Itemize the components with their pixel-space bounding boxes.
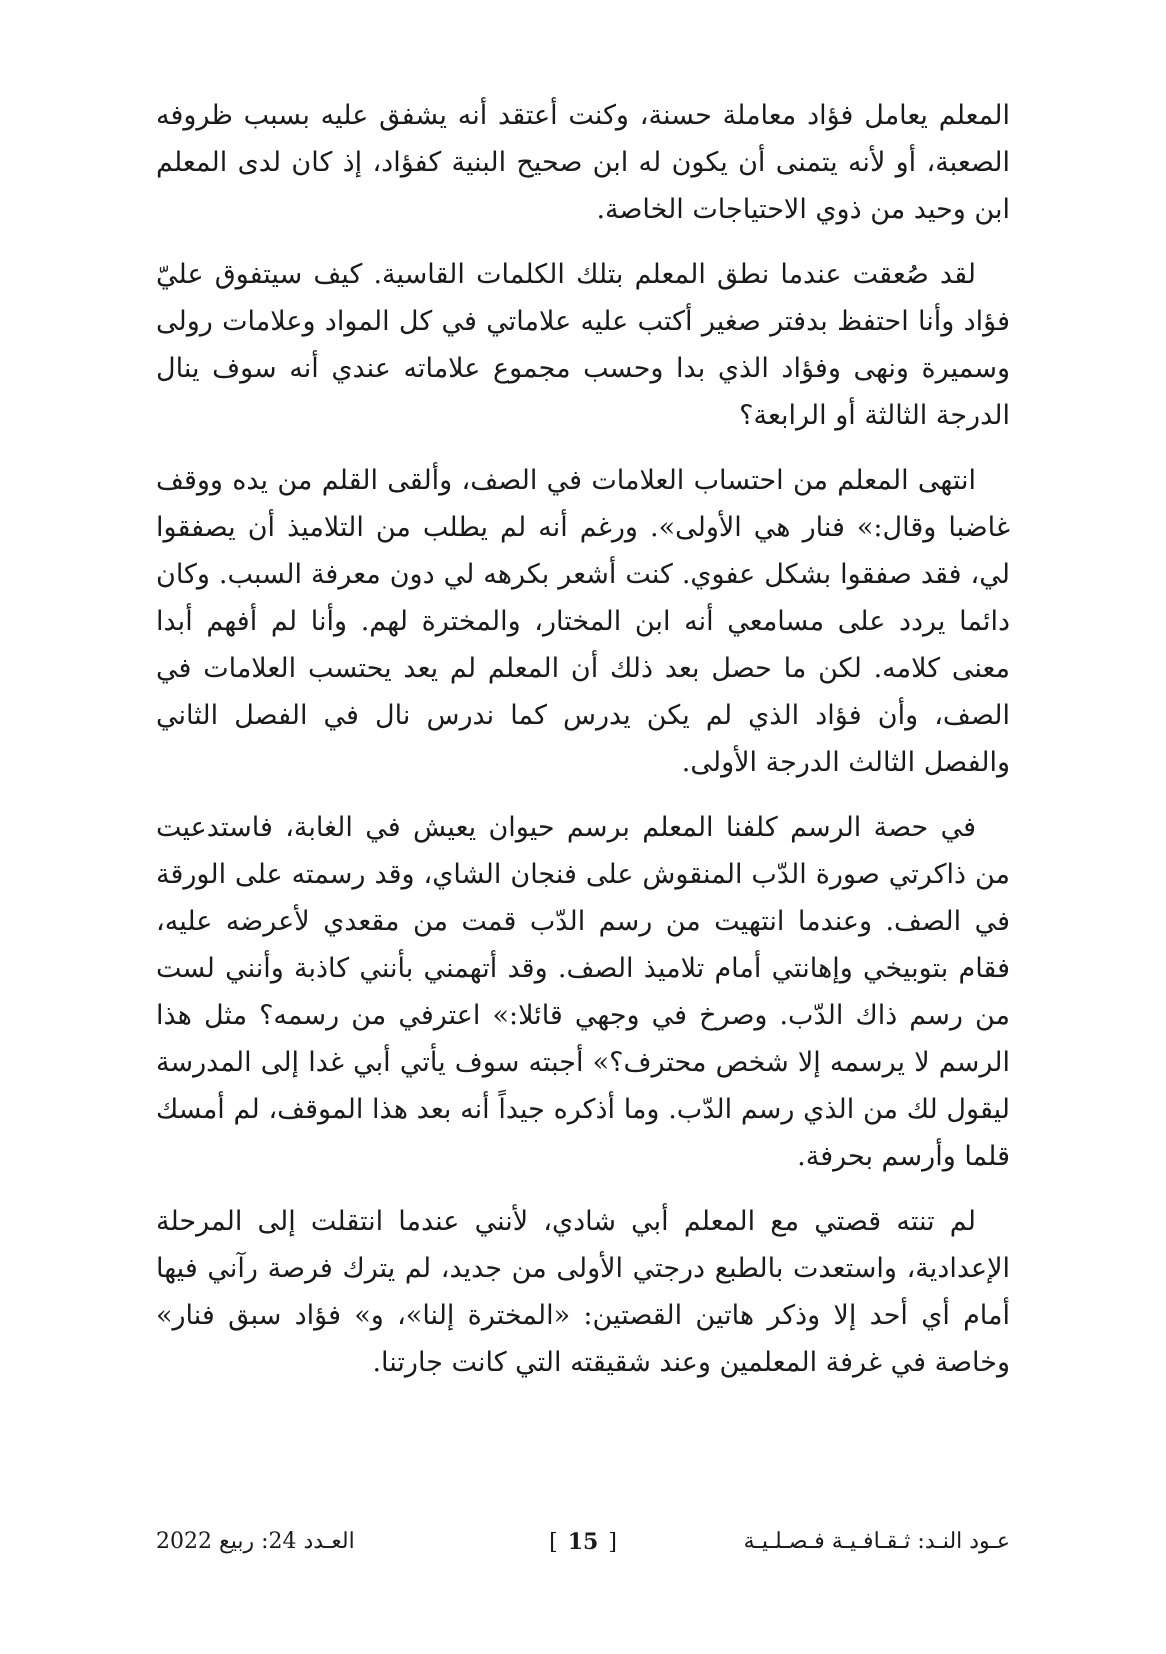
- page-number: 15: [567, 1529, 599, 1555]
- footer-issue-info: العـدد 24: ربيع 2022: [156, 1529, 355, 1554]
- paragraph-4: في حصة الرسم كلفنا المعلم برسم حيوان يعيش في الغابة، فاستدعيت من ذاكرتي صورة الدّب المنقوش على فنجان الشاي، وقد رسمته على الورقة في الصف. وعندما انتهيت من رسم الدّب قمت من مقعدي لأعرضه عليه، فقام بتوبيخي وإهانتي أمام تلاميذ الصف. وقد أتهمني بأنني كاذبة وأنني لست من رسم ذاك الدّب. وصرخ في وجهي قائلا:» اعترفي من رسمه؟ مثل هذا الرسم لا يرسمه إلا شخص محترف؟» أجبته سوف يأتي أبي غدا إلى المدرسة ليقول لك من الذي رسم الدّب. وما أذكره جيداً أنه بعد هذا الموقف، لم أمسك قلما وأرسم بحرفة.: [156, 812, 1010, 1172]
- article-body: [156, 92, 1010, 1404]
- footer-page-number: [ 15 ]: [549, 1529, 617, 1555]
- footer-magazine-title: عـود النـد: ثـقـافـيـة فـصـلـيـة: [743, 1529, 1010, 1554]
- paragraph-2: لقد صُعقت عندما نطق المعلم بتلك الكلمات القاسية. كيف سيتفوق عليّ فؤاد وأنا احتفظ بدفتر صغير أكتب عليه علاماتي في كل المواد وعلامات رولى وسميرة ونهى وفؤاد الذي بدا وحسب مجموع علاماته عندي أنه سوف ينال الدرجة الثالثة أو الرابعة؟: [156, 259, 1010, 431]
- paragraph-5: لم تنته قصتي مع المعلم أبي شادي، لأنني عندما انتقلت إلى المرحلة الإعدادية، واستعدت بالطبع درجتي الأولى من جديد، لم يترك فرصة رآني فيها أمام أي أحد إلا وذكر هاتين القصتين: «المخترة إلنا»، و» فؤاد سبق فنار» وخاصة في غرفة المعلمين وعند شقيقته التي كانت جارتنا.: [156, 1206, 1010, 1378]
- page-footer: [156, 1522, 1010, 1562]
- paragraph-3: انتهى المعلم من احتساب العلامات في الصف، وألقى القلم من يده ووقف غاضبا وقال:» فنار هي الأولى». ورغم أنه لم يطلب من التلاميذ أن يصفقوا لي، فقد صفقوا بشكل عفوي. كنت أشعر بكرهه لي دون معرفة السبب. وكان دائما يردد على مسامعي أنه ابن المختار، والمخترة لهم. وأنا لم أفهم أبدا معنى كلامه. لكن ما حصل بعد ذلك أن المعلم لم يعد يحتسب العلامات في الصف، وأن فؤاد الذي لم يكن يدرس كما ندرس نال في الفصل الثاني والفصل الثالث الدرجة الأولى.: [156, 465, 1010, 778]
- paragraph-1: المعلم يعامل فؤاد معاملة حسنة، وكنت أعتقد أنه يشفق عليه بسبب ظروفه الصعبة، أو لأنه يتمنى أن يكون له ابن صحيح البنية كفؤاد، إذ كان لدى المعلم ابن وحيد من ذوي الاحتياجات الخاصة.: [156, 100, 1010, 225]
